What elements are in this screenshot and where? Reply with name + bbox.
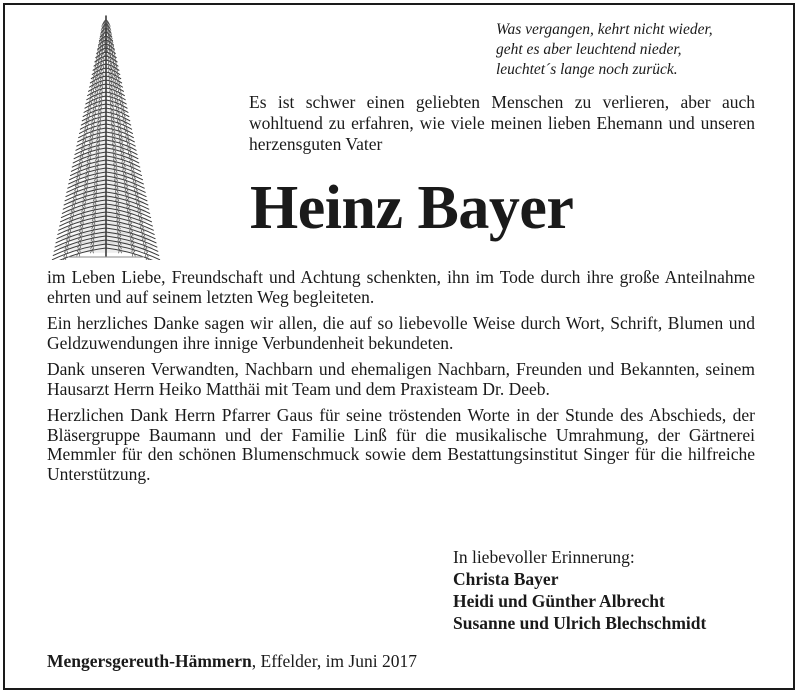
signature-intro: In liebevoller Erinnerung: (453, 547, 635, 567)
poem (496, 20, 786, 80)
tree-foliage (93, 72, 119, 79)
tree-foliage (73, 170, 139, 180)
deceased-name: Heinz Bayer (250, 174, 574, 242)
place-date-line (47, 651, 747, 671)
mourner-name: Heidi und Günther Albrecht (453, 591, 665, 611)
tree-foliage (80, 135, 131, 144)
mourner-name: Christa Bayer (453, 569, 559, 589)
tree-foliage (91, 81, 121, 89)
tree-foliage (75, 161, 137, 171)
signature-block (453, 546, 773, 634)
poem-line: geht es aber leuchtend nieder, (496, 41, 682, 58)
tree-foliage (98, 46, 113, 53)
fir-tree-icon (48, 14, 164, 260)
tree-foliage (88, 99, 125, 107)
paragraph: Dank unseren Verwandten, Nachbarn und ehemaligen Nachbarn, Freunden und Bekannten, seinem Hausarzt Herrn Heiko Matthäi mit Team und dem Praxisteam Dr. Deeb. (47, 359, 755, 399)
tree-foliage (71, 179, 140, 189)
tree-foliage (79, 143, 134, 152)
tree-foliage (82, 126, 130, 135)
place-name: Mengersgereuth-Hämmern (47, 651, 252, 671)
paragraph: im Leben Liebe, Freundschaft und Achtung schenkten, ihn im Tode durch ihre große Anteilnahme ehrten und auf seinem letzten Weg begleiteten. (47, 267, 755, 307)
mourner-name: Susanne und Ulrich Blechschmidt (453, 613, 707, 633)
tree-foliage (89, 90, 122, 98)
tree-foliage (70, 188, 143, 198)
intro-text: Es ist schwer einen geliebten Menschen zu verlieren, aber auch wohltuend zu erfahren, wie viele meinen lieben Ehemann und unseren herzensguten Vater (249, 92, 755, 154)
poem-line: leuchtet´s lange noch zurück. (496, 61, 678, 78)
tree-foliage (100, 37, 112, 43)
tree-foliage (77, 152, 135, 161)
tree-foliage (59, 241, 153, 253)
tree-foliage (97, 55, 116, 62)
paragraph: Herzlichen Dank Herrn Pfarrer Gaus für seine tröstenden Worte in der Stunde des Abschieds, der Bläsergruppe Baumann und der Familie Linß für die musikalische Umrahmung, der Gärtnerei Memmler für den schönen Blumenschmuck sowie dem Bestattungsinstitut Singer für die hilfreiche Unterstützung. (47, 405, 755, 484)
poem-line: Was vergangen, kehrt nicht wieder, (496, 21, 713, 38)
tree-foliage (95, 63, 117, 70)
date-text: , Effelder, im Juni 2017 (251, 651, 417, 671)
thanks-text (47, 268, 755, 491)
tree-foliage (84, 117, 128, 125)
tree-foliage (86, 108, 126, 116)
paragraph: Ein herzliches Danke sagen wir allen, die auf so liebevolle Weise durch Wort, Schrift, Blumen und Geldzuwendungen ihre innige Verbundenheit bekundeten. (47, 313, 755, 353)
